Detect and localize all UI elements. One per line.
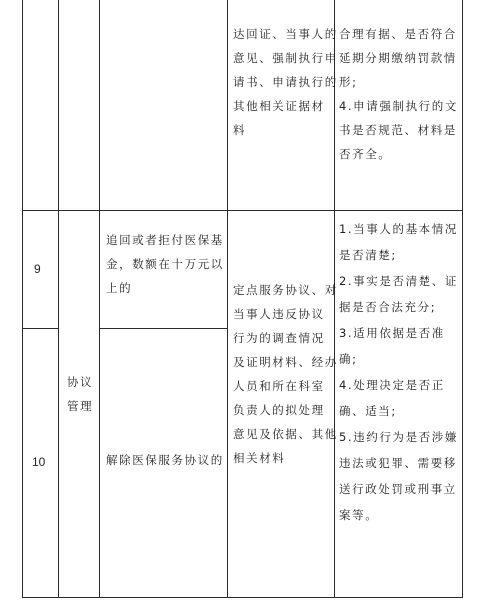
text-line: 追回或者拒付医保基 (106, 233, 224, 247)
text-line: 达回证、当事人的 (233, 27, 338, 41)
top-row-materials (233, 22, 338, 142)
text-line: 否齐全。 (339, 147, 392, 161)
text-line (339, 528, 458, 554)
text-line: 违法或犯罪、需要移 (339, 456, 457, 470)
text-line: 5.违约行为是否涉嫌 (339, 430, 458, 444)
table-divider-matter-col (227, 0, 228, 598)
text-line: 1.当事人的基本情况 (339, 222, 458, 236)
text-line: 行为的调查情况 (233, 331, 325, 345)
row-number-9: 9 (34, 262, 41, 276)
text-line: 合理有据、是否符合 (339, 27, 457, 41)
text-line: 3.适用依据是否准 (339, 326, 445, 340)
text-line: 送行政处罚或刑事立 (339, 482, 457, 496)
text-line: 案等。 (339, 508, 379, 522)
category-cell (67, 370, 93, 418)
table-divider-category-col (99, 0, 100, 598)
text-line: 管理 (67, 399, 94, 413)
table-row-separator-partial (99, 328, 227, 329)
text-line: 意见及依据、其他 (233, 427, 338, 441)
text-line: 当事人违反协议 (233, 307, 325, 321)
text-line: 协议 (67, 375, 94, 389)
review-points-cell (339, 216, 458, 554)
top-row-review-points (339, 22, 458, 166)
text-line: 4.处理决定是否正 (339, 378, 445, 392)
text-line: 上的 (106, 281, 133, 295)
text-line: 确; (339, 352, 358, 366)
text-line: 定点服务协议、对 (233, 283, 338, 297)
text-line: 料 (233, 123, 247, 137)
text-line: 确、适当; (339, 404, 397, 418)
text-line: 意见、强制执行申 (233, 51, 338, 65)
text-line: 人员和所在科室 (233, 379, 325, 393)
text-line: 金，数额在十万元以 (106, 257, 224, 271)
text-line: 延期分期缴纳罚款情 (339, 51, 457, 65)
text-line: 及证明材料、经办 (233, 355, 338, 369)
text-line: 书是否规范、材料是 (339, 123, 457, 137)
text-line: 请书、申请执行的 (233, 75, 338, 89)
table-divider-number-col (58, 0, 59, 598)
table-row-separator (22, 210, 463, 211)
table-row-separator-partial (22, 328, 58, 329)
row-number-10: 10 (32, 455, 46, 469)
text-line: 负责人的拟处理 (233, 403, 325, 417)
text-line: 其他相关证据材 (233, 99, 325, 113)
text-line: 相关材料 (233, 451, 286, 465)
text-line: 据是否合法充分; (339, 300, 437, 314)
shared-materials-cell (233, 278, 338, 470)
text-line: 解除医保服务协议的 (106, 453, 224, 467)
text-line: 是否清楚; (339, 248, 397, 262)
row-10-matter (106, 448, 224, 472)
text-line: 形; (339, 75, 358, 89)
table-border-bottom (22, 597, 463, 598)
table-border-left (22, 0, 23, 598)
text-line: 2.事实是否清楚、证 (339, 274, 458, 288)
table-border-right (462, 0, 463, 598)
row-9-matter (106, 228, 224, 300)
text-line: 4.申请强制执行的文 (339, 99, 458, 113)
